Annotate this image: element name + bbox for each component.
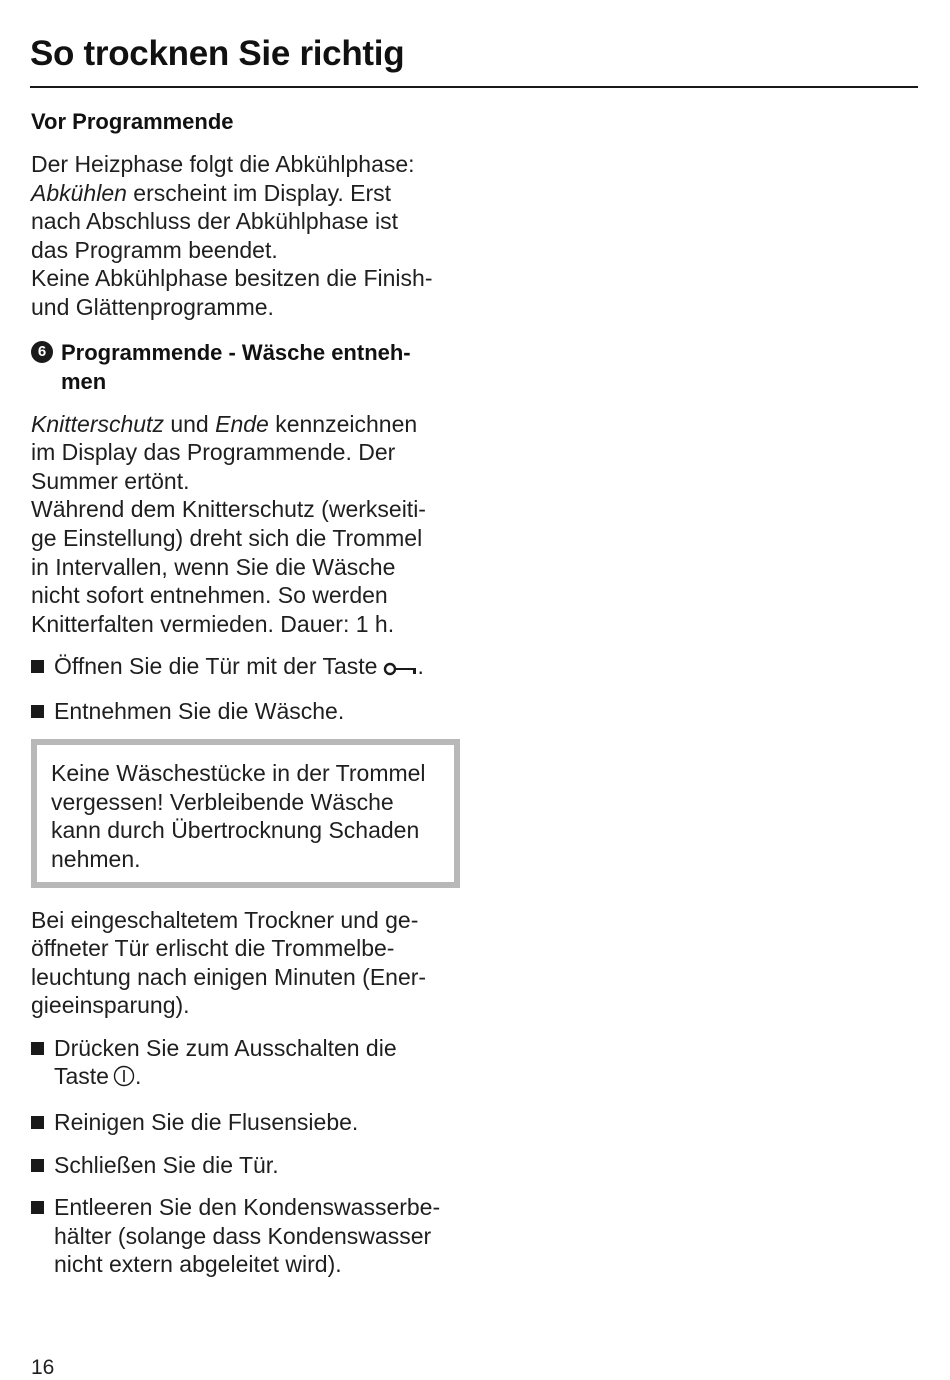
display-term-knitterschutz: Knitterschutz: [31, 410, 164, 437]
text-line: nach Abschluss der Abkühlphase ist: [31, 208, 398, 235]
section-heading-before-end: Vor Programmende: [31, 109, 234, 134]
bullet-square-icon: [31, 1116, 44, 1129]
list-item-text: Schließen Sie die Tür.: [54, 1151, 279, 1178]
bullet-square-icon: [31, 705, 44, 718]
list-item: [31, 652, 471, 682]
list-item: [31, 1108, 471, 1137]
list-item-text: Entnehmen Sie die Wäsche.: [54, 697, 345, 724]
step-number-badge: 6: [31, 341, 53, 363]
display-term-abkuehlen: Abkühlen: [31, 179, 127, 206]
paragraph-cooling-phase: [31, 150, 471, 322]
bullet-square-icon: [31, 660, 44, 673]
text-line: Keine Abkühlphase besitzen die Finish-: [31, 265, 433, 292]
key-icon: [383, 654, 417, 683]
list-item-text: Entleeren Sie den Kondenswasserbe- hälter (solange dass Kondenswasser nicht extern abgeleitet wird).: [54, 1194, 441, 1278]
bullet-square-icon: [31, 1159, 44, 1172]
bullet-square-icon: [31, 1201, 44, 1214]
list-item: [31, 1151, 471, 1180]
step-6-heading: [31, 338, 471, 396]
warning-box: Keine Wäschestücke in der Trommel vergessen! Verbleibende Wäsche kann durch Übertrocknung Schaden nehmen.: [31, 739, 460, 887]
paragraph-drum-light: Bei eingeschaltetem Trockner und ge- öffneter Tür erlischt die Trommelbe- leuchtung nach einigen Minuten (Ener- gieeinsparung).: [31, 906, 427, 1019]
step-heading-text: Programmende - Wäsche entneh- men: [61, 339, 411, 394]
content-column: [31, 108, 471, 1279]
list-item-text: Reinigen Sie die Flusensiebe.: [54, 1109, 359, 1136]
display-term-ende: Ende: [215, 410, 269, 437]
list-item: [31, 1193, 471, 1279]
text-line: erscheint im Display. Erst: [126, 179, 392, 206]
page-title: So trocknen Sie richtig: [30, 34, 405, 73]
text-line: Der Heizphase folgt die Abkühlphase:: [31, 151, 415, 177]
power-icon: [113, 1065, 135, 1094]
list-item: [31, 1034, 471, 1094]
text-line: und Glättenprogramme.: [31, 293, 274, 320]
bullet-square-icon: [31, 1042, 44, 1055]
list-item: [31, 697, 471, 726]
page-number: 16: [31, 1356, 55, 1379]
list-item-text: Öffnen Sie die Tür mit der Taste .: [54, 652, 471, 682]
title-divider: [30, 86, 918, 88]
list-item-text: Drücken Sie zum Ausschalten die Taste .: [54, 1034, 471, 1094]
text-line: das Programm beendet.: [31, 236, 278, 263]
paragraph-program-end: Knitterschutz und Ende kennzeichnen im Display das Programmende. Der Summer ertönt. Während dem Knitterschutz (werkseiti- ge Einstellung) dreht sich die Trommel in Intervallen, wenn Sie die Wäsche nicht sofort entnehmen. So werden Knitterfalten vermieden. Dauer: 1 h.: [31, 410, 426, 637]
